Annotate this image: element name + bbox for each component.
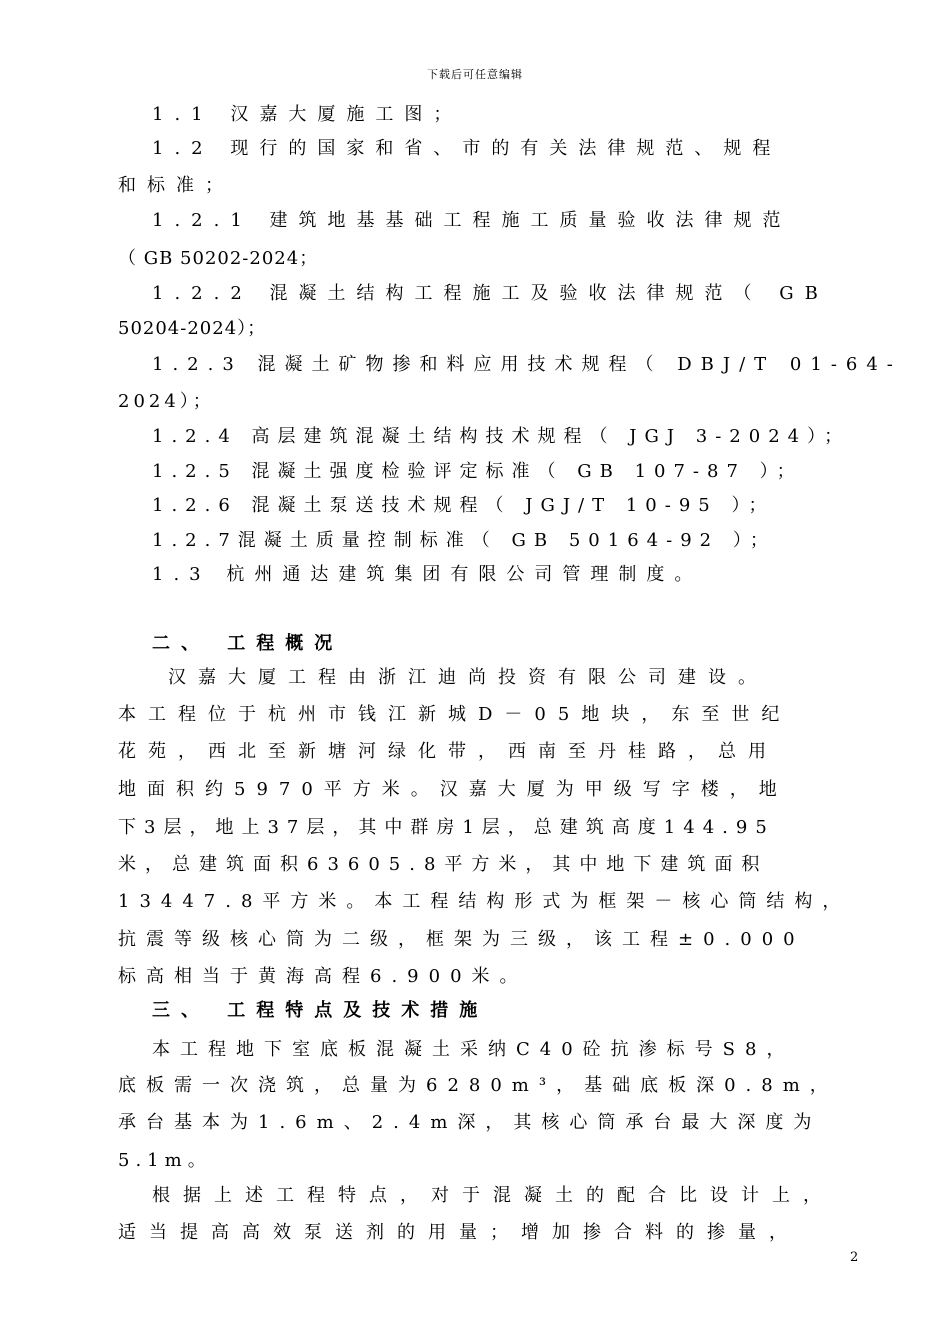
- paragraph-line: 根据上述工程特点，对于混凝土的配合比设计上，: [152, 1185, 834, 1206]
- spec-item-1-1: 1.1 汉嘉大厦施工图；: [152, 104, 463, 125]
- spec-item-1-2-2: 1.2.2 混凝土结构工程施工及验收法律规范（ GB: [152, 283, 829, 304]
- paragraph-line: 5.1m。: [118, 1150, 212, 1171]
- paragraph-line: 花苑，西北至新塘河绿化带，西南至丹桂路，总用: [118, 741, 778, 762]
- section-heading-3: 三、 工程特点及技术措施: [152, 1000, 489, 1021]
- spec-item-1-2-6: 1.2.6 混凝土泵送技术规程（ JGJ/T 10-95 ）；: [152, 495, 775, 516]
- paragraph-line: 13447.8平方米。本工程结构形式为框架－核心筒结构，: [118, 891, 851, 912]
- spec-item-1-2-3-cont: 2024）；: [118, 391, 215, 412]
- paragraph-line: 米，总建筑面积63605.8平方米，其中地下建筑面积: [118, 854, 769, 875]
- spec-item-1-2-3: 1.2.3 混凝土矿物掺和料应用技术规程（ DBJ/T 01-64-: [152, 354, 902, 375]
- spec-item-1-2-5: 1.2.5 混凝土强度检验评定标准（ GB 107-87 ）；: [152, 461, 803, 482]
- paragraph-line: 汉嘉大厦工程由浙江迪尚投资有限公司建设。: [168, 667, 768, 688]
- paragraph-line: 适当提高高效泵送剂的用量；增加掺合料的掺量，: [118, 1222, 800, 1243]
- spec-item-1-2-2-cont: 50204-2024）；: [118, 318, 267, 339]
- paragraph-line: 本工程地下室底板混凝土采纳C40砼抗渗标号S8，: [152, 1039, 795, 1060]
- page-number: 2: [850, 1250, 859, 1265]
- spec-item-1-3: 1.3 杭州通达建筑集团有限公司管理制度。: [152, 564, 703, 585]
- section-heading-2: 二、 工程概况: [152, 633, 344, 654]
- spec-item-1-2: 1.2 现行的国家和省、市的有关法律规范、规程: [152, 138, 782, 159]
- paragraph-line: 标高相当于黄海高程6.900米。: [118, 966, 528, 987]
- paragraph-line: 本工程位于杭州市钱江新城D－05地块，东至世纪: [118, 704, 792, 725]
- paragraph-line: 底板需一次浇筑，总量为6280m³，基础底板深0.8m，: [118, 1075, 838, 1096]
- spec-item-1-2-1: 1.2.1 建筑地基基础工程施工质量验收法律规范: [152, 210, 792, 231]
- paragraph-line: 抗震等级核心筒为二级，框架为三级，该工程±0.000: [118, 929, 805, 950]
- paragraph-line: 地面积约5970平方米。汉嘉大厦为甲级写字楼，地: [118, 779, 788, 800]
- spec-item-1-2-1-cont: （ GB 50202-2024；: [118, 248, 319, 269]
- paragraph-line: 下3层，地上37层，其中群房1层，总建筑高度144.95: [118, 817, 775, 838]
- spec-item-1-2-7: 1.2.7混凝土质量控制标准（ GB 50164-92 ）；: [152, 530, 776, 551]
- page-header: 下载后可任意编辑: [427, 68, 523, 81]
- spec-item-1-2-cont: 和标准；: [118, 175, 234, 196]
- spec-item-1-2-4: 1.2.4 高层建筑混凝土结构技术规程（ JGJ 3-2024）；: [152, 426, 851, 447]
- paragraph-line: 承台基本为1.6m、2.4m深，其核心筒承台最大深度为: [118, 1112, 822, 1133]
